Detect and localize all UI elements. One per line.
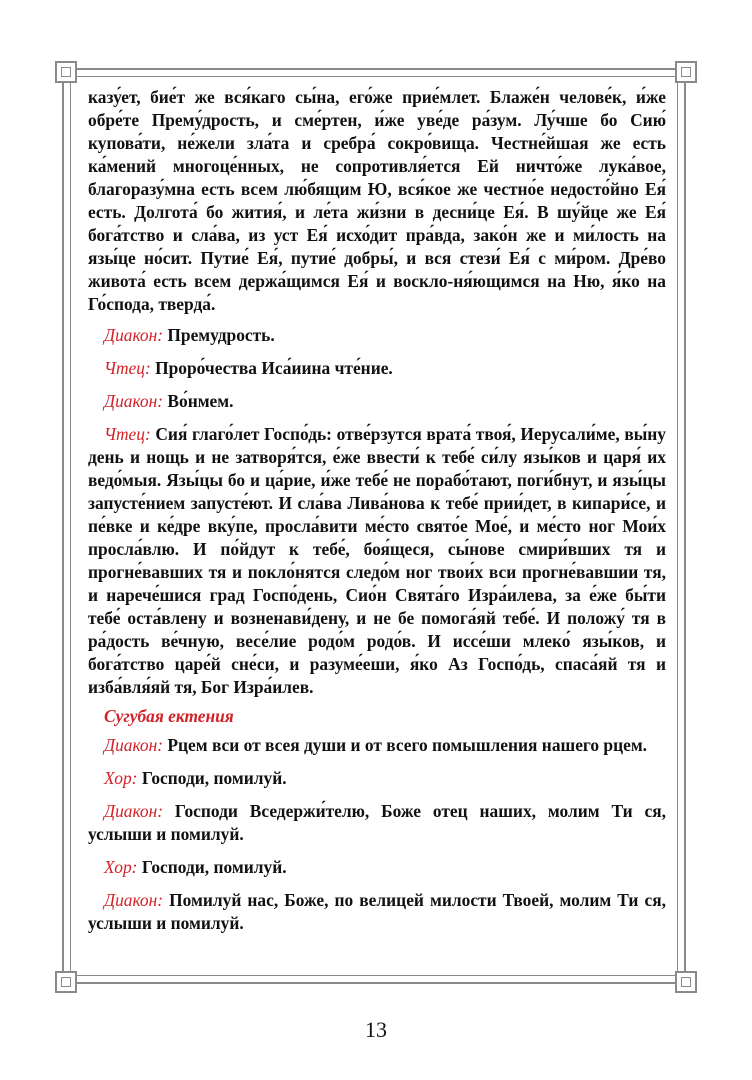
litany-line: [88, 889, 666, 935]
corner-ornament-bottom-left: [55, 971, 77, 993]
line-text: Господи, помилуй.: [137, 857, 287, 877]
litany-line: [88, 800, 666, 846]
litany-line: [88, 856, 666, 879]
role-label: Диакон:: [104, 391, 164, 411]
role-label: Диакон:: [104, 801, 164, 821]
line-text: Во́нмем.: [163, 391, 234, 411]
rubric-line: [88, 324, 666, 347]
page-number: 13: [365, 1017, 387, 1042]
role-label: Хор:: [104, 768, 138, 788]
line-text: Проро́чества Иса́иина чте́ние.: [150, 358, 393, 378]
role-label: Хор:: [104, 857, 138, 877]
corner-ornament-top-right: [675, 61, 697, 83]
reading-paragraph: [88, 423, 666, 699]
page-content: [88, 86, 666, 945]
opening-paragraph: казу́ет, бие́т же вся́каго сы́на, его́же прие́млет. Блаже́н челове́к, и́же обре́те Прему́дрость, и сме́ртен, и́же уве́де ра́зум. Лу́чше бо Сию́ купова́ти, не́жели зла́та и сребра́ сокро́вища. Честне́йшая же есть ка́мений многоце́нных, не сопротивля́ется Ей ничто́же лука́вое, благоразу́мна есть всем лю́бящим Ю, вся́кое же честно́е недосто́йно Ея́ есть. Долгота́ бо жития́, и ле́та жи́зни в десни́це Ея́. В шу́йце же Ея́ бога́тство и сла́ва, из уст Ея́ исхо́дит пра́вда, зако́н же и ми́лость на язы́це но́сит. Путие́ Ея́, путие́ добры́, и вся стези́ Ея́ с ми́ром. Дре́во живота́ есть всем держа́щимся Ея́ и воскло-ня́ющимся на Ню, я́ко на Го́спода, тверда́.: [88, 87, 666, 314]
role-label: Чтец:: [104, 358, 151, 378]
role-label: Диакон:: [104, 735, 164, 755]
line-text: Господи, помилуй.: [137, 768, 287, 788]
litany-line: [88, 734, 666, 757]
line-text: Господи Вседержи́телю, Боже отец наших, молим Ти ся, услыши и помилуй.: [88, 801, 666, 844]
line-text: Сия́ глаго́лет Госпо́дь: отве́рзутся врата́ твоя́, Иерусали́ме, вы́ну день и нощь и не затворя́тся, е́же ввести́ к тебе́ си́лу язы́ков и царя́ их ведо́мыя. Язы́цы бо и ца́рие, и́же тебе́ не порабо́тают, поги́бнут, и язы́цы запусте́нием запусте́ют. И сла́ва Лива́нова к тебе́ прии́дет, в кипари́се, и пе́вке и ке́дре вку́пе, просла́вити ме́сто свято́е Мое́, и ме́сто ног Мои́х просла́влю. И по́йдут к тебе́, боя́щеся, сы́нове смири́вших тя и прогне́вавших тя и покло́нятся следо́м ног твои́х вси прогне́вавшии тя, и нарече́шися град Госпо́день, Сио́н Свята́го Изра́илева, за е́же бы́ти тебе́ оста́влену и возненави́дену, и не бе помога́яй тебе́. И положу́ тя в ра́дость ве́чную, весе́лие родо́м родо́в. И иссе́ши млеко́ язы́ков, и бога́тство царе́й сне́си, и разуме́еши, я́ко Аз Госпо́дь, спаса́яй тя и изба́вля́яй тя, Бог Изра́илев.: [88, 424, 666, 697]
litany-line: [88, 767, 666, 790]
role-label: Диакон:: [104, 890, 164, 910]
role-label: Чтец:: [104, 424, 151, 444]
role-label: Диакон:: [104, 325, 164, 345]
line-text: Премудрость.: [163, 325, 275, 345]
rubric-line: [88, 390, 666, 413]
corner-ornament-bottom-right: [675, 971, 697, 993]
line-text: Помилуй нас, Боже, по велицей милости Твоей, молим Ти ся, услыши и помилуй.: [88, 890, 666, 933]
section-heading: Сугубая ектения: [104, 706, 234, 726]
corner-ornament-top-left: [55, 61, 77, 83]
line-text: Рцем вси от всея души и от всего помышления нашего рцем.: [163, 735, 648, 755]
rubric-line: [88, 357, 666, 380]
